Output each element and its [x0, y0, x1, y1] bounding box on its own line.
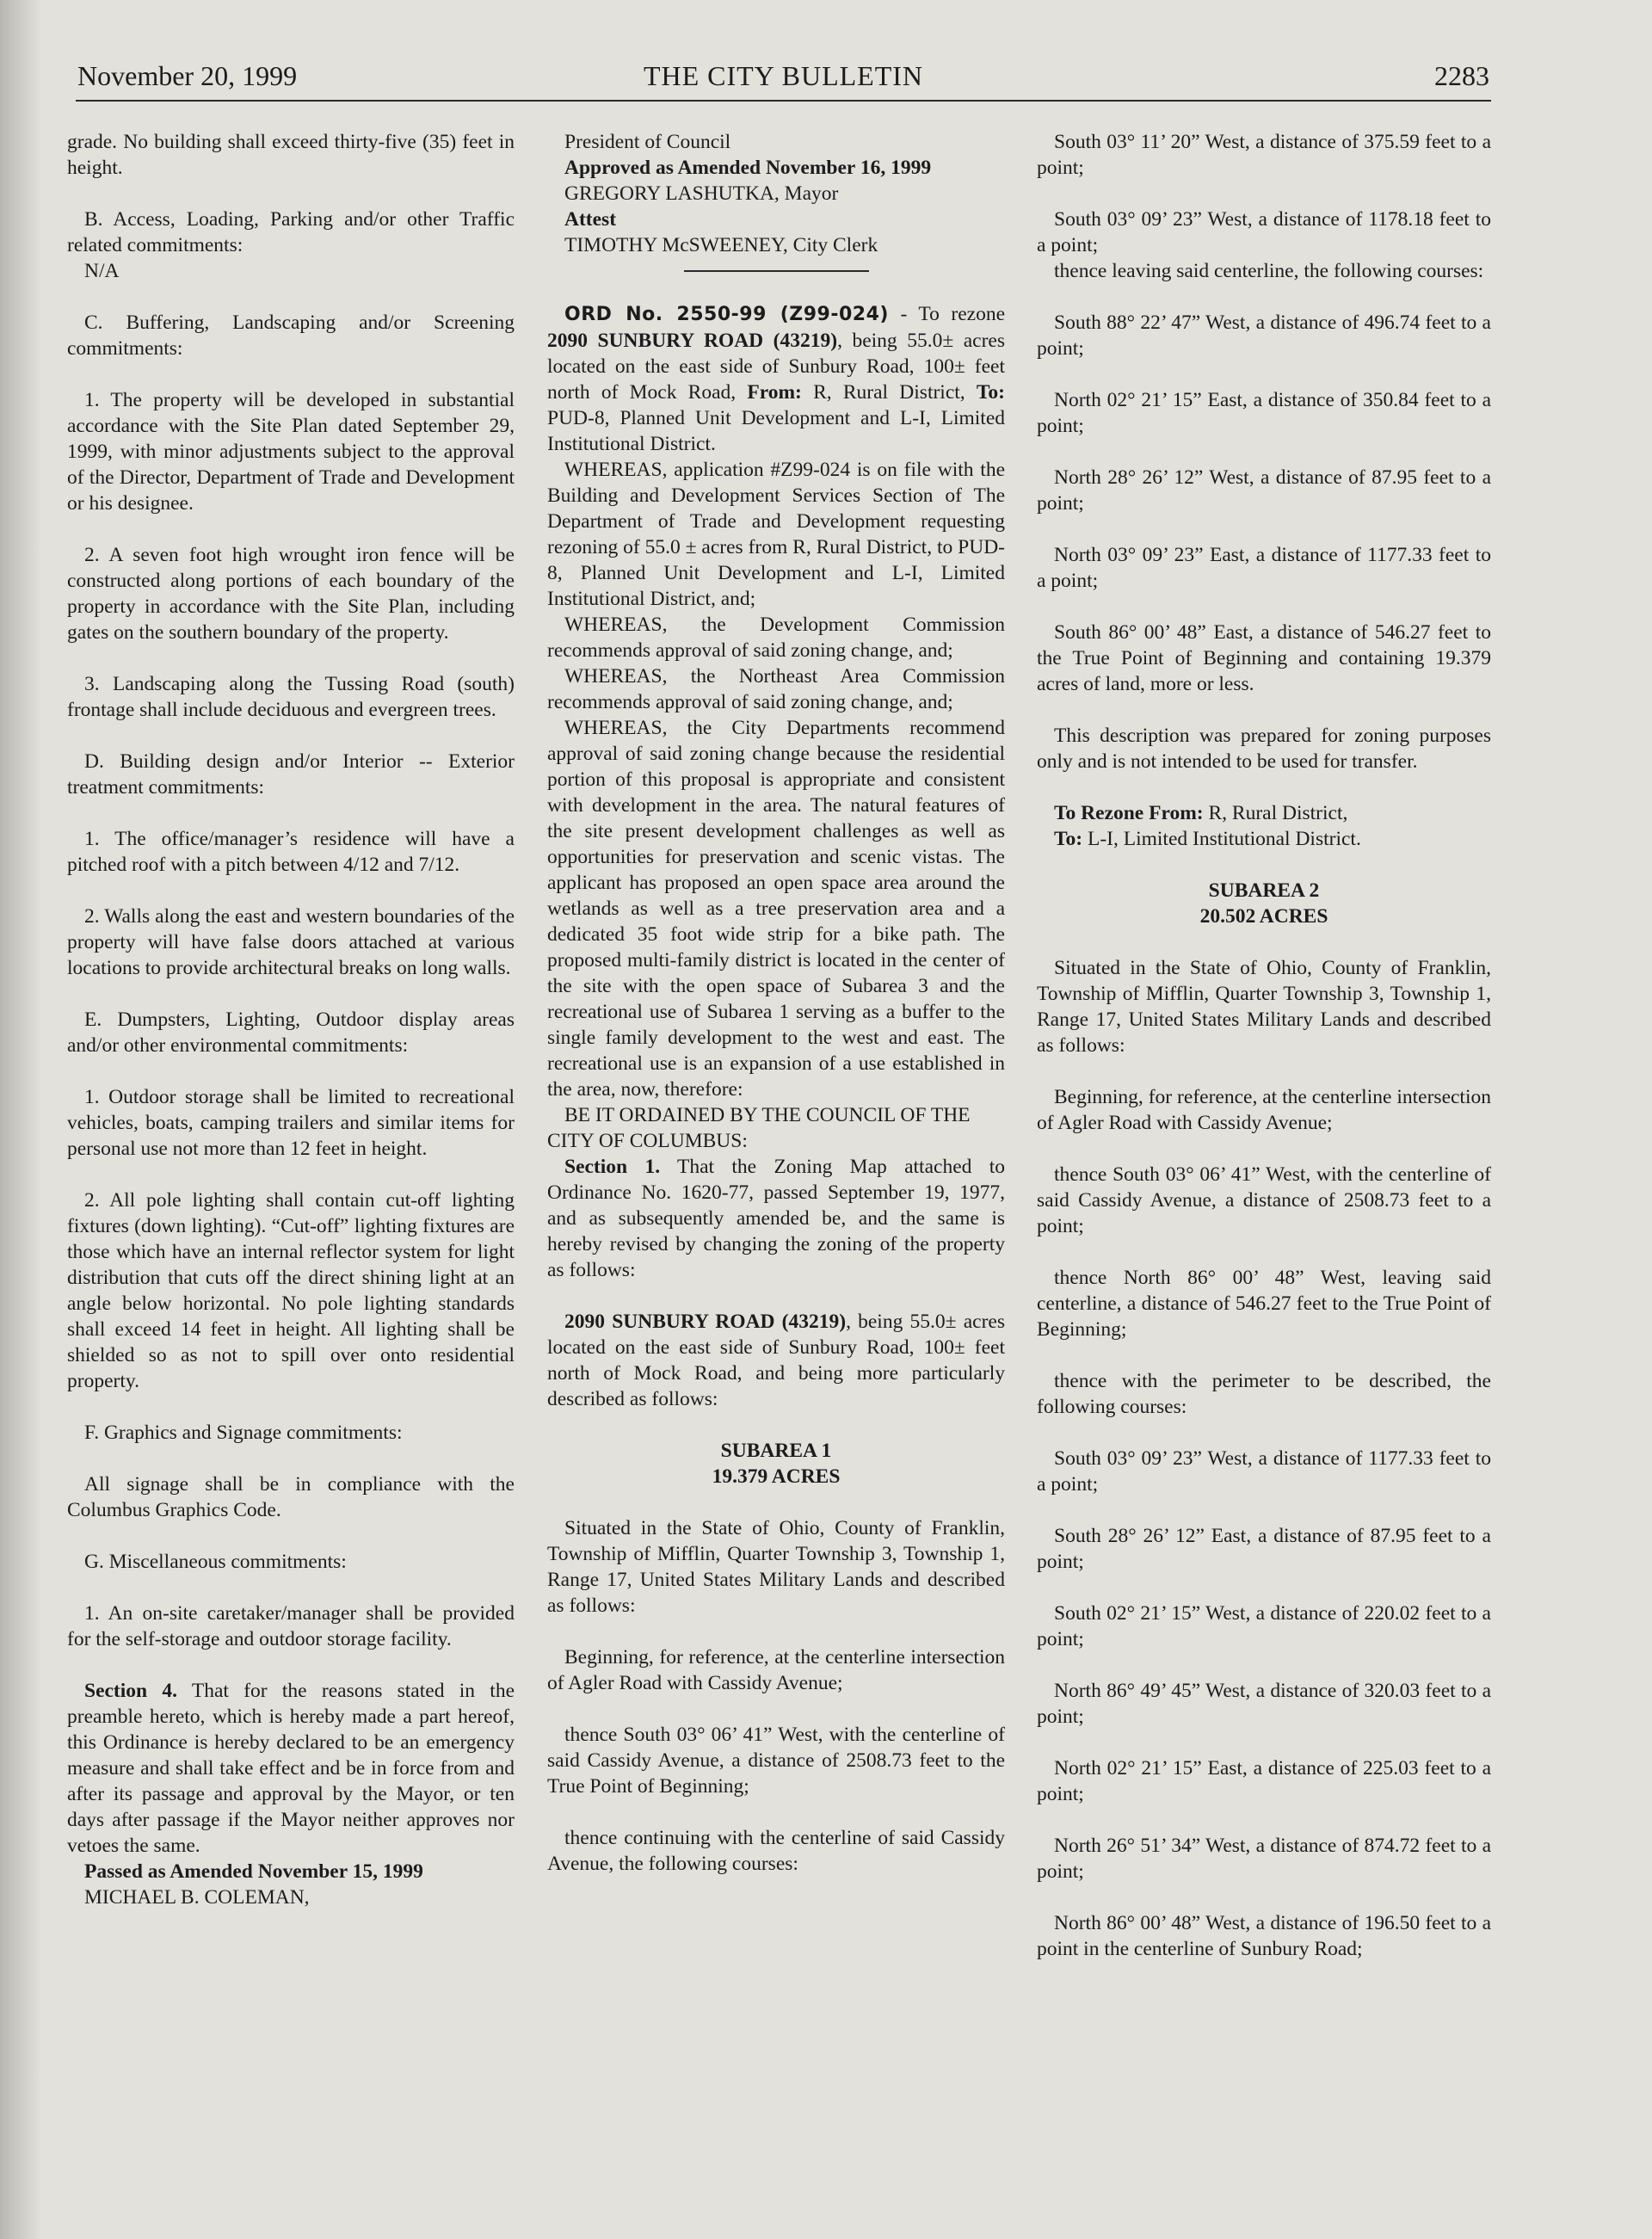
mayor-name: GREGORY LASHUTKA, Mayor	[564, 182, 839, 205]
subarea-2-title: SUBAREA 2	[1208, 879, 1320, 902]
from-label: From:	[747, 381, 802, 404]
property-text: , being 55.0± acres located on the east side of Sunbury Road, 100± feet north of Mock Road, and being more particularly described as follows:	[547, 1311, 1005, 1410]
course-line: North 02° 21’ 15” East, a distance of 225.03 feet to a point;	[1037, 1757, 1491, 1805]
paragraph: This description was prepared for zoning purposes only and is not intended to be used for transfer.	[1037, 725, 1491, 773]
whereas-paragraph: WHEREAS, the City Departments recommend approval of said zoning change because the residential portion of this proposal is appropriate and consistent with development in the area. The natural features of the site present development challenges as well as opportunities for preservation and scenic vistas. The applicant has proposed an open space area around the wetlands as well as a tree preservation area and a dedicated 35 foot wide strip for a bike path. The proposed multi-family district is located in the center of the site with the open space of Subarea 3 and the recreational use of Subarea 1 serving as a buffer to the single family development to the west and east. The recreational use is an expansion of a use established in the area, now, therefore:	[547, 717, 1005, 1101]
course-line: South 03° 09’ 23” West, a distance of 1177.33 feet to a point;	[1037, 1447, 1491, 1496]
course-line: North 86° 49’ 45” West, a distance of 320.03 feet to a point;	[1037, 1680, 1491, 1728]
passed-line	[67, 1859, 515, 1884]
paragraph: G. Miscellaneous commitments:	[84, 1551, 347, 1573]
paragraph: thence South 03° 06’ 41” West, with the centerline of said Cassidy Avenue, a distance of 2508.73 feet to a point;	[1037, 1163, 1491, 1237]
column-1	[67, 129, 515, 1910]
paragraph: D. Building design and/or Interior -- Exterior treatment commitments:	[67, 750, 515, 799]
whereas-paragraph: WHEREAS, the Northeast Area Commission recommends approval of said zoning change, and;	[547, 665, 1005, 713]
paragraph: N/A	[84, 260, 120, 282]
course-line: South 88° 22’ 47” West, a distance of 496.74 feet to a point;	[1037, 311, 1491, 360]
issue-date: November 20, 1999	[77, 60, 298, 91]
paragraph: B. Access, Loading, Parking and/or other Traffic related commitments:	[67, 208, 515, 256]
subarea-1-title: SUBAREA 1	[720, 1440, 832, 1462]
paragraph: 1. An on-site caretaker/manager shall be provided for the self-storage and outdoor storage facility.	[67, 1602, 515, 1650]
rezone-from-line	[1037, 800, 1491, 826]
paragraph: Situated in the State of Ohio, County of Franklin, Township of Mifflin, Quarter Township 3, Township 1, Range 17, United States Military Lands and described as follows:	[547, 1517, 1005, 1617]
paragraph: F. Graphics and Signage commitments:	[84, 1422, 403, 1444]
signatory-title: President of Council	[564, 131, 731, 153]
section-divider	[684, 270, 869, 272]
signatory-name: MICHAEL B. COLEMAN,	[84, 1886, 310, 1909]
page-binding-shadow	[0, 0, 40, 2239]
paragraph: 2. All pole lighting shall contain cut-off lighting fixtures (down lighting). “Cut-off” lighting fixtures are those which have an internal reflector system for light distribution that cuts off the direct shining light at an angle below horizontal. No pole lighting standards shall exceed 14 feet in height. All lighting shall be shielded so as not to spill over onto residential property.	[67, 1189, 515, 1392]
section-1-paragraph	[547, 1154, 1005, 1283]
paragraph: E. Dumpsters, Lighting, Outdoor display areas and/or other environmental commitments:	[67, 1008, 515, 1057]
course-line: South 86° 00’ 48” East, a distance of 546.27 feet to the True Point of Beginning and containing 19.379 acres of land, more or less.	[1037, 621, 1491, 695]
property-address: 2090 SUNBURY ROAD (43219)	[564, 1311, 847, 1333]
ordained-paragraph: BE IT ORDAINED BY THE COUNCIL OF THE CITY OF COLUMBUS:	[547, 1104, 971, 1152]
publication-title: THE CITY BULLETIN	[643, 60, 924, 91]
paragraph: 1. The property will be developed in substantial accordance with the Site Plan dated September 29, 1999, with minor adjustments subject to the approval of the Director, Department of Trade and Development or his designee.	[67, 389, 515, 515]
course-line: North 86° 00’ 48” West, a distance of 196.50 feet to a point in the centerline of Sunbury Road;	[1037, 1912, 1491, 1960]
ordinance-text: , being 55.0± acres located on the east side of Sunbury Road, 100± feet north of Mock Road,	[547, 330, 1005, 404]
paragraph: thence South 03° 06’ 41” West, with the centerline of said Cassidy Avenue, a distance of 2508.73 feet to the True Point of Beginning;	[547, 1724, 1005, 1798]
rezone-to-value: L-I, Limited Institutional District.	[1082, 828, 1361, 850]
rezone-from-value: R, Rural District,	[1203, 802, 1348, 824]
paragraph: 2. A seven foot high wrought iron fence will be constructed along portions of each boundary of the property in accordance with the Site Plan, including gates on the southern boundary of the property.	[67, 544, 515, 644]
paragraph: Beginning, for reference, at the centerline intersection of Agler Road with Cassidy Avenue;	[1037, 1086, 1491, 1134]
section-label: Section 4.	[84, 1680, 178, 1702]
subarea-1-acres: 19.379 ACRES	[712, 1465, 841, 1488]
ordinance-text: R, Rural District,	[801, 381, 977, 404]
rezone-to-line	[1037, 826, 1491, 852]
paragraph: 3. Landscaping along the Tussing Road (south) frontage shall include deciduous and evergreen trees.	[67, 673, 515, 721]
section-label: Section 1.	[564, 1156, 661, 1178]
whereas-paragraph: WHEREAS, the Development Commission recommends approval of said zoning change, and;	[547, 614, 1005, 662]
course-line: North 28° 26’ 12” West, a distance of 87.95 feet to a point;	[1037, 466, 1491, 515]
page-header	[76, 60, 1491, 102]
paragraph: Beginning, for reference, at the centerline intersection of Agler Road with Cassidy Avenue;	[547, 1646, 1005, 1694]
paragraph: thence with the perimeter to be described, the following courses:	[1037, 1370, 1491, 1418]
paragraph: 2. Walls along the east and western boundaries of the property will have false doors attached at various locations to provide architectural breaks on long walls.	[67, 905, 515, 979]
ordinance-address: 2090 SUNBURY ROAD (43219)	[547, 330, 838, 352]
ordinance-heading	[547, 301, 1005, 457]
paragraph: Situated in the State of Ohio, County of Franklin, Township of Mifflin, Quarter Township 3, Township 1, Range 17, United States Military Lands and described as follows:	[1037, 957, 1491, 1057]
paragraph: thence continuing with the centerline of said Cassidy Avenue, the following courses:	[547, 1827, 1005, 1875]
course-line: North 03° 09’ 23” East, a distance of 1177.33 feet to a point;	[1037, 544, 1491, 592]
property-description	[547, 1309, 1005, 1412]
column-3	[1037, 129, 1491, 1988]
approved-line	[547, 155, 1005, 181]
course-line: North 26° 51’ 34” West, a distance of 874.72 feet to a point;	[1037, 1835, 1491, 1883]
paragraph: All signage shall be in compliance with the Columbus Graphics Code.	[67, 1473, 515, 1521]
subarea-2-acres: 20.502 ACRES	[1199, 905, 1328, 928]
section-text: That the Zoning Map attached to Ordinance No. 1620-77, passed September 19, 1977, and as subsequently amended be, and the same is hereby revised by changing the zoning of the property as follows:	[547, 1156, 1005, 1281]
course-line: South 02° 21’ 15” West, a distance of 220.02 feet to a point;	[1037, 1602, 1491, 1650]
paragraph: C. Buffering, Landscaping and/or Screening commitments:	[67, 311, 515, 360]
rezone-to-label: To:	[1054, 828, 1083, 850]
clerk-name: TIMOTHY McSWEENEY, City Clerk	[564, 234, 878, 256]
paragraph: grade. No building shall exceed thirty-five (35) feet in height.	[67, 131, 515, 179]
whereas-paragraph: WHEREAS, application #Z99-024 is on file with the Building and Development Services Section of The Department of Trade and Development requesting rezoning of 55.0 ± acres from R, Rural District, to PUD-8, Planned Unit Development and L-I, Limited Institutional District, and;	[547, 459, 1005, 610]
course-line: South 03° 11’ 20” West, a distance of 375.59 feet to a point;	[1037, 131, 1491, 179]
section-text: That for the reasons stated in the preamble hereto, which is hereby made a part hereof, this Ordinance is hereby declared to be an emergency measure and shall take effect and be in force from and after its passage and approval by the Mayor, or ten days after passage if the Mayor neither approves nor vetoes the same.	[67, 1680, 515, 1857]
ordinance-text: - To rezone	[888, 303, 1005, 325]
paragraph: 1. Outdoor storage shall be limited to recreational vehicles, boats, camping trailers and similar items for personal use not more than 12 feet in height.	[67, 1086, 515, 1160]
course-line: South 28° 26’ 12” East, a distance of 87.95 feet to a point;	[1037, 1525, 1491, 1573]
to-label: To:	[976, 381, 1005, 404]
course-line: South 03° 09’ 23” West, a distance of 1178.18 feet to a point;	[1037, 208, 1491, 256]
page-number: 2283	[1434, 60, 1489, 91]
paragraph: thence leaving said centerline, the following courses:	[1054, 260, 1484, 282]
section-4-paragraph	[67, 1678, 515, 1859]
column-2	[547, 129, 1005, 1903]
ordinance-number: ORD No. 2550-99 (Z99-024)	[564, 304, 889, 325]
paragraph: 1. The office/manager’s residence will have a pitched roof with a pitch between 4/12 and 7/12.	[67, 828, 515, 876]
ordinance-text: PUD-8, Planned Unit Development and L-I, Limited Institutional District.	[547, 407, 1005, 455]
approved-text: Approved as Amended November 16, 1999	[564, 157, 932, 179]
rezone-from-label: To Rezone From:	[1054, 802, 1204, 824]
passed-text: Passed as Amended November 15, 1999	[84, 1860, 423, 1883]
attest-label	[547, 207, 1005, 232]
paragraph: thence North 86° 00’ 48” West, leaving said centerline, a distance of 546.27 feet to the True Point of Beginning;	[1037, 1267, 1491, 1341]
course-line: North 02° 21’ 15” East, a distance of 350.84 feet to a point;	[1037, 389, 1491, 437]
attest-text: Attest	[564, 208, 617, 231]
